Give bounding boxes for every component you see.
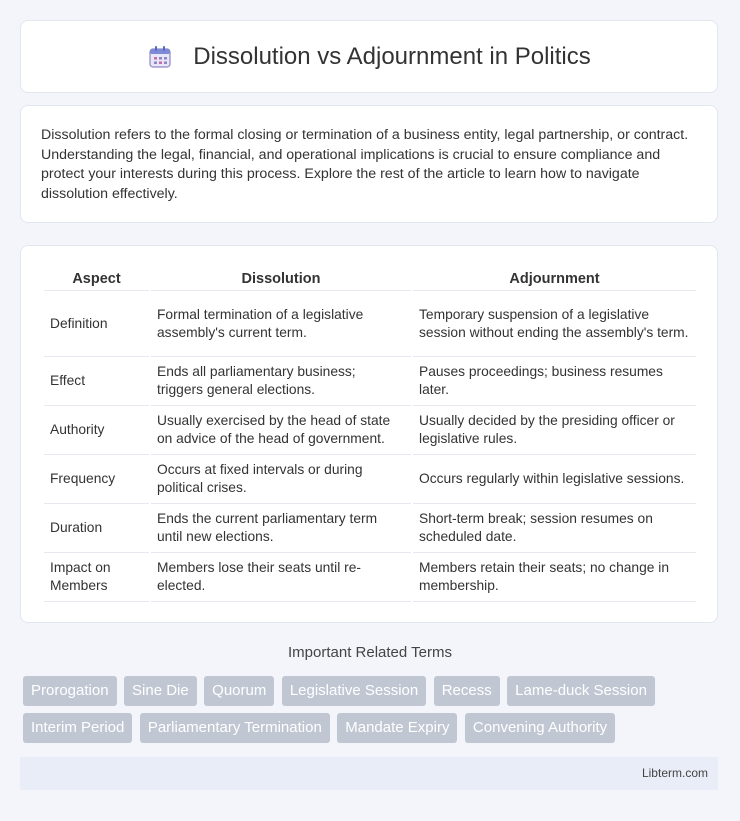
- calendar-icon: [147, 44, 173, 70]
- tag-prorogation[interactable]: Prorogation: [23, 676, 117, 706]
- table-header-row: [44, 266, 696, 291]
- cell-aspect: Effect: [44, 357, 149, 406]
- related-terms-tags: [23, 676, 723, 750]
- footer: [20, 757, 718, 790]
- cell-dissolution: Usually exercised by the head of state on advice of the head of government.: [151, 406, 411, 455]
- related-terms-title: Important Related Terms: [288, 644, 452, 661]
- tag-quorum[interactable]: Quorum: [204, 676, 274, 706]
- cell-adjournment: Pauses proceedings; business resumes later.: [413, 357, 696, 406]
- tag-sine-die[interactable]: Sine Die: [124, 676, 197, 706]
- cell-dissolution: Members lose their seats until re-elected.: [151, 553, 411, 602]
- table-row: [44, 357, 696, 406]
- header-card: [20, 20, 718, 93]
- table-row: [44, 406, 696, 455]
- cell-dissolution: Formal termination of a legislative assembly's current term.: [151, 291, 411, 357]
- cell-adjournment: Occurs regularly within legislative sessions.: [413, 455, 696, 504]
- tag-legislative-session[interactable]: Legislative Session: [282, 676, 426, 706]
- tag-recess[interactable]: Recess: [434, 676, 500, 706]
- footer-site-link[interactable]: Libterm.com: [641, 766, 708, 780]
- header-dissolution: Dissolution: [151, 266, 411, 291]
- cell-aspect: Definition: [44, 291, 149, 357]
- cell-adjournment: Temporary suspension of a legislative session without ending the assembly's term.: [413, 291, 696, 357]
- tag-parliamentary-termination[interactable]: Parliamentary Termination: [140, 713, 330, 743]
- tag-mandate-expiry[interactable]: Mandate Expiry: [337, 713, 457, 743]
- tag-interim-period[interactable]: Interim Period: [23, 713, 132, 743]
- cell-aspect: Frequency: [44, 455, 149, 504]
- header-aspect: Aspect: [44, 266, 149, 291]
- page-title: Dissolution vs Adjournment in Politics: [193, 42, 591, 70]
- comparison-table: [42, 266, 698, 602]
- table-row: [44, 504, 696, 553]
- intro-text: Dissolution refers to the formal closing or termination of a business entity, legal partnership, or contract. Understanding the legal, financial, and operational implications is crucial to ensure compliance and protect your interests during this process. Explore the rest of the article to learn how to navigate dissolution effectively.: [41, 127, 689, 202]
- cell-dissolution: Ends the current parliamentary term until new elections.: [151, 504, 411, 553]
- header-adjournment: Adjournment: [413, 266, 696, 291]
- cell-adjournment: Usually decided by the presiding officer or legislative rules.: [413, 406, 696, 455]
- intro-card: [20, 105, 718, 223]
- cell-adjournment: Short-term break; session resumes on scheduled date.: [413, 504, 696, 553]
- comparison-table-card: [20, 245, 718, 623]
- table-row: [44, 291, 696, 357]
- cell-adjournment: Members retain their seats; no change in membership.: [413, 553, 696, 602]
- cell-dissolution: Ends all parliamentary business; triggers general elections.: [151, 357, 411, 406]
- tag-convening-authority[interactable]: Convening Authority: [465, 713, 615, 743]
- table-row: [44, 455, 696, 504]
- cell-aspect: Impact on Members: [44, 553, 149, 602]
- table-row: [44, 553, 696, 602]
- cell-aspect: Authority: [44, 406, 149, 455]
- cell-aspect: Duration: [44, 504, 149, 553]
- tag-lame-duck-session[interactable]: Lame-duck Session: [507, 676, 655, 706]
- cell-dissolution: Occurs at fixed intervals or during political crises.: [151, 455, 411, 504]
